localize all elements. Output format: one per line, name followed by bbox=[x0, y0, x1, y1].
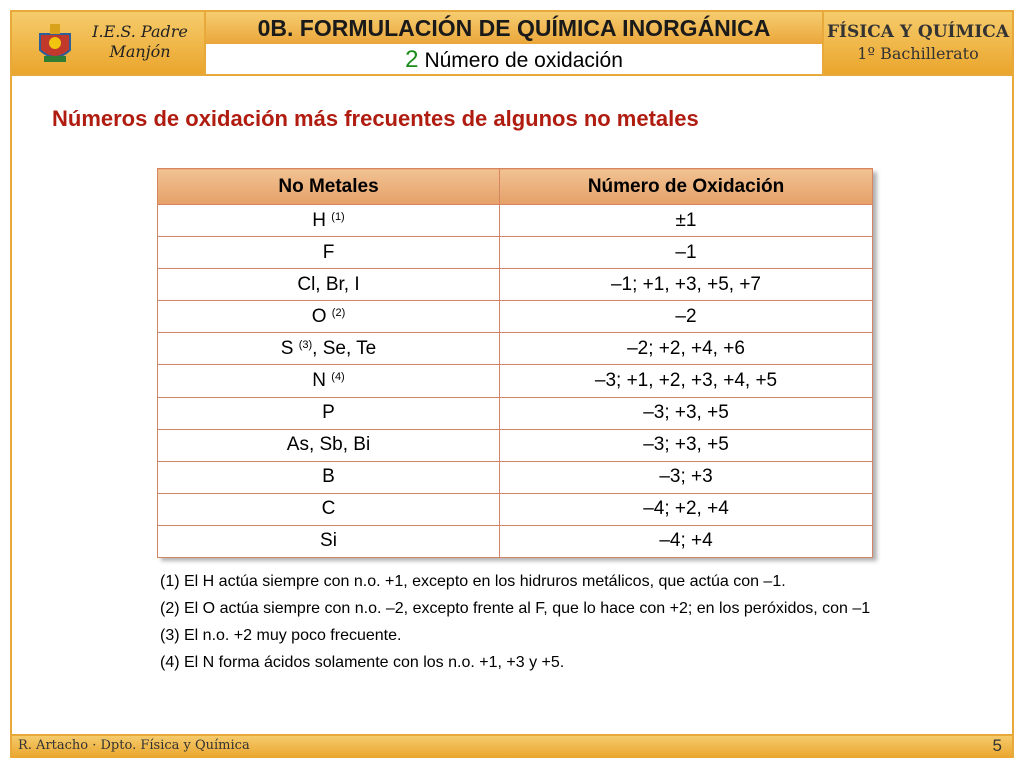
nonmetal-cell bbox=[158, 269, 500, 301]
table-row bbox=[158, 365, 873, 397]
note-1: (1) El H actúa siempre con n.o. +1, excepto en los hidruros metálicos, que actúa con –1. bbox=[160, 573, 786, 590]
table-row bbox=[158, 493, 873, 525]
nonmetal-cell bbox=[158, 333, 500, 365]
table-row bbox=[158, 205, 873, 237]
table-row bbox=[158, 429, 873, 461]
oxidation-value-cell: –3; +3, +5 bbox=[500, 397, 873, 429]
section-title: Números de oxidación más frecuentes de algunos no metales bbox=[52, 106, 699, 131]
page-title: 0B. FORMULACIÓN DE QUÍMICA INORGÁNICA bbox=[206, 12, 822, 44]
footer bbox=[12, 734, 1012, 758]
header-divider bbox=[12, 74, 1012, 76]
nonmetal-cell bbox=[158, 205, 500, 237]
oxidation-value-cell: –3; +3, +5 bbox=[500, 429, 873, 461]
nonmetal-symbol: S bbox=[280, 337, 294, 359]
footnote-ref: (1) bbox=[331, 210, 345, 223]
nonmetal-cell bbox=[158, 237, 500, 269]
footer-author: R. Artacho · Dpto. Física y Química bbox=[18, 738, 250, 753]
nonmetal-cell bbox=[158, 461, 500, 493]
nonmetal-cell bbox=[158, 429, 500, 461]
table-row bbox=[158, 461, 873, 493]
course-level: 1º Bachillerato bbox=[857, 44, 979, 63]
oxidation-value-cell: ±1 bbox=[500, 205, 873, 237]
oxidation-value-cell: –1 bbox=[500, 237, 873, 269]
footnote-ref: (3) bbox=[298, 338, 313, 351]
table-row bbox=[158, 269, 873, 301]
nonmetal-symbol: C bbox=[321, 498, 336, 520]
school-crest-icon bbox=[32, 20, 78, 66]
oxidation-value-cell: –4; +2, +4 bbox=[500, 493, 873, 525]
table-row bbox=[158, 237, 873, 269]
nonmetal-symbol: Cl, Br, I bbox=[297, 273, 360, 295]
page-subtitle bbox=[206, 46, 822, 75]
oxidation-table bbox=[157, 168, 873, 557]
school-name-line1: I.E.S. Padre bbox=[92, 22, 188, 41]
oxidation-value-cell: –4; +4 bbox=[500, 525, 873, 557]
subtitle-number: 2 bbox=[405, 46, 419, 73]
nonmetal-symbol: H bbox=[312, 209, 326, 231]
nonmetal-cell bbox=[158, 493, 500, 525]
nonmetal-cell bbox=[158, 365, 500, 397]
nonmetal-symbol: N bbox=[312, 370, 326, 392]
oxidation-value-cell: –1; +1, +3, +5, +7 bbox=[500, 269, 873, 301]
nonmetal-symbol: O bbox=[311, 305, 327, 327]
oxidation-value-cell: –3; +1, +2, +3, +4, +5 bbox=[500, 365, 873, 397]
header-course bbox=[822, 12, 1012, 74]
nonmetal-extra: , Se, Te bbox=[312, 337, 377, 359]
column-header-nonmetals: No Metales bbox=[158, 169, 500, 205]
course-subject: FÍSICA Y QUÍMICA bbox=[826, 22, 1010, 42]
footnote-ref: (4) bbox=[331, 371, 345, 384]
header-school bbox=[12, 12, 206, 74]
nonmetal-symbol: As, Sb, Bi bbox=[286, 434, 371, 456]
oxidation-value-cell: –2 bbox=[500, 301, 873, 333]
table-row bbox=[158, 301, 873, 333]
oxidation-value-cell: –3; +3 bbox=[500, 461, 873, 493]
school-name-line2: Manjón bbox=[109, 42, 171, 61]
nonmetal-cell bbox=[158, 397, 500, 429]
nonmetal-symbol: P bbox=[322, 402, 335, 424]
subtitle-text: Número de oxidación bbox=[424, 49, 623, 72]
table-row bbox=[158, 397, 873, 429]
nonmetal-symbol: F bbox=[322, 241, 335, 263]
footnote-ref: (2) bbox=[331, 306, 346, 319]
nonmetal-cell bbox=[158, 525, 500, 557]
note-2: (2) El O actúa siempre con n.o. –2, excepto frente al F, que lo hace con +2; en los peróxidos, con –1 bbox=[160, 600, 871, 617]
table-header-row bbox=[158, 169, 873, 205]
nonmetal-symbol: Si bbox=[320, 530, 337, 552]
oxidation-value-cell: –2; +2, +4, +6 bbox=[500, 333, 873, 365]
note-4: (4) El N forma ácidos solamente con los n.o. +1, +3 y +5. bbox=[160, 654, 565, 671]
school-name bbox=[78, 22, 202, 62]
table-row bbox=[158, 525, 873, 557]
column-header-oxidation: Número de Oxidación bbox=[500, 169, 873, 205]
page-number: 5 bbox=[992, 736, 1002, 755]
nonmetal-symbol: B bbox=[322, 466, 335, 488]
nonmetal-cell bbox=[158, 301, 500, 333]
header-title-block bbox=[206, 12, 822, 74]
table-row bbox=[158, 333, 873, 365]
note-3: (3) El n.o. +2 muy poco frecuente. bbox=[160, 627, 402, 644]
notes-list bbox=[160, 570, 890, 678]
